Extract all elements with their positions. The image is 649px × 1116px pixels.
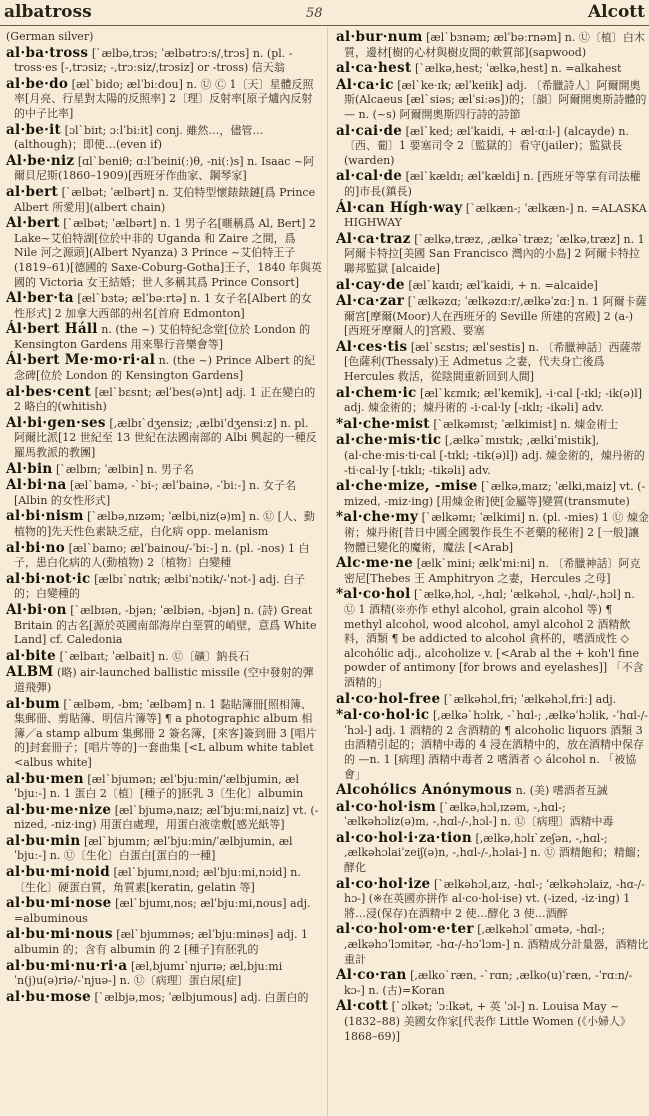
entry-definition: [,ælkə,hɔlɪˋzeʃən, -,hɑl-; ,ælkəhɔlaiˈzeiʃ(ə)n, -,hɑl-/-,hɔlai-] n. Ⓤ 酒精飽和；精餾；酵化	[344, 831, 647, 875]
dictionary-entry	[6, 385, 322, 415]
entry-headword: al·bi·no	[6, 539, 66, 556]
dictionary-entry	[6, 896, 322, 926]
entry-definition: [ælˋbaɪno; ælˈbainou/-ˈbiː-] n. (pl. -nos) 1 白子，患白化病的人(動植物) 2〔植物〕白變種	[14, 541, 310, 570]
entry-headword: Al·bi·on	[6, 601, 67, 618]
entry-definition: [ælˋbjumə,naɪz; ælˈbjuːmi,naiz] vt. (-nized, -niz·ing) 用蛋白處理，用蛋白液塗敷[感光紙等]	[14, 803, 319, 832]
dictionary-entry	[336, 278, 649, 294]
entry-headword: al·bu·mi·nu·ri·a	[6, 957, 128, 974]
dictionary-entry	[6, 603, 322, 648]
dictionary-entry	[6, 322, 322, 352]
entry-definition: [ælˋbjumɪ,nos; ælˈbjuːmi,nous] adj. =albuminous	[14, 897, 311, 925]
entry-definition: (German silver)	[6, 30, 94, 43]
dictionary-entry	[6, 803, 322, 833]
entry-headword: Al·ca·zar	[336, 293, 405, 310]
entry-definition: [ɑlˋbeniθ; ɑːlˈbeini(ː)θ, -ni(ː)s] n. Isaac ~阿爾貝尼斯(1860–1909)[西班牙作曲家、鋼琴家]	[14, 154, 315, 183]
entry-headword: Ál·bert Háll	[6, 321, 98, 338]
entry-definition: [ælˋkɛmɪk; ælˈkemik], -i·cal [-ɪkl; -ik(ə)l] adj. 煉金術的；煉丹術的 -i·cal·ly [-ɪklɪ; -ikəli] adv.	[344, 386, 643, 415]
entry-headword: *al·co·hol·ic	[336, 707, 430, 724]
entry-headword: al·be·do	[6, 75, 69, 92]
dictionary-entry	[6, 990, 322, 1006]
entry-headword: Al·ber·ta	[6, 290, 74, 307]
entry-headword: al·co·hol·ism	[336, 798, 437, 815]
entry-definition: [,ælkəˋhɔlɪk, -ˋhɑl-; ,ælkəˈhɔlik, -ˈhɑl-/-ˈhɔl-] adj. 1 酒精的 2 含酒精的 ¶ alcoholic liquors 酒類 3 由酒精引起的；酒精中毒的 4 浸在酒精中的，放在酒精中保存的 —n. 1 [病理] 酒精中毒者 2 嗜酒者 ◇ álcohol n. 「被協會」	[344, 709, 649, 781]
entry-headword: al·cai·de	[336, 122, 403, 139]
dictionary-entry	[6, 509, 322, 539]
dictionary-entry	[336, 340, 649, 385]
dictionary-entry	[336, 510, 649, 555]
entry-definition: [ælˋkældɪ; ælˈkældi] n. [西班牙等掌有司法權的]市長(鎮長)	[344, 170, 641, 198]
entry-definition: [ɔlˋbiɪt; ɔːlˈbiːit] conj. 雖然…，儘管…(although)；即使…(even if)	[14, 123, 264, 152]
dictionary-entry	[6, 697, 322, 771]
entry-definition: [ˋælkə,træz, ,ælkəˋtræz; ˈælkə,træz] n. 1 阿爾卡特拉[美國 San Francisco 灣內的小島] 2 阿爾卡特拉聯邦監獄 [alcaide]	[344, 232, 645, 275]
dictionary-entry	[6, 927, 322, 957]
entry-headword: Al·ca·ic	[336, 76, 394, 93]
entry-headword: Al·ces·tis	[336, 338, 408, 355]
entry-definition: [ælˋbɜnəm; ælˈbəːrnəm] n. Ⓤ〔植〕白木質，邊材[樹的心材與樹皮間的軟質部](sapwood)	[344, 31, 645, 59]
entry-definition: [ælbɪˋnɑtɪk; ælbiˈnɔtik/-ˈnɔt-] adj. 白子的；白變種的	[14, 572, 306, 601]
dictionary-entry	[6, 649, 322, 665]
entry-headword: al·chem·ic	[336, 384, 417, 401]
entry-headword: al·bum	[6, 695, 60, 712]
entry-definition: [ælˋbjumɪn; ælˈbjuːmin/ˈælbjumin, ælˈbjuː-] n. Ⓤ〔生化〕白蛋白[蛋白的一種]	[14, 834, 293, 863]
left-column	[6, 30, 322, 1116]
dictionary-entry	[336, 169, 649, 199]
entry-headword: Alc·me·ne	[336, 555, 414, 572]
entry-headword: Al·bi·gen·ses	[6, 414, 106, 431]
dictionary-entry	[336, 922, 649, 967]
dictionary-entry	[336, 201, 649, 231]
entry-definition: [ˋælbjə,mos; ˈælbjumous] adj. 白蛋白的	[94, 990, 309, 1004]
entry-headword: Al·bert	[6, 215, 60, 232]
page-header	[0, 0, 649, 28]
entry-headword: *al·co·hol	[336, 586, 411, 603]
entry-definition: [ælˋbamə, -ˋbi-; ælˈbainə, -ˈbiː-] n. 女子名[Albin 的女性形式]	[14, 479, 297, 507]
right-column	[336, 30, 649, 1116]
entry-definition: [ˋælkəhɔl,aɪz, -hɑl-; ˈælkəhɔlaiz, -hɑ-/-hɔ-] (※在英國亦拼作 al·co·hol·ise) vt. (-ized, -iz·ing) 1 將…浸(保存)在酒精中 2 使…酵化 3 使…酒醉	[344, 877, 645, 920]
entry-headword: al·co·hol-free	[336, 690, 441, 707]
entry-definition: [æl,bjumɪˋnjurɪə; æl,bjuːmiˈn(j)u(ə)riə/-ˈnjuə-] n. Ⓤ〔病理〕蛋白尿[症]	[14, 959, 283, 988]
dictionary-entry	[336, 433, 649, 478]
dictionary-entry	[336, 556, 649, 586]
entry-headword: al·cay·de	[336, 276, 405, 293]
entry-headword: al·che·mis·tic	[336, 432, 442, 449]
dictionary-entry	[6, 665, 322, 695]
entry-definition: [ælˋkaɪdɪ; ælˈkaidi, + n. =alcaide]	[408, 278, 598, 292]
entry-headword: Al·ca·traz	[336, 230, 411, 247]
dictionary-entry	[336, 78, 649, 123]
entry-headword: al·co·hol·i·za·tion	[336, 829, 472, 846]
dictionary-entry	[6, 834, 322, 864]
header-rule	[0, 25, 649, 26]
entry-definition: [,ælkəhɔlˋɑmətə, -hɑl-; ,ælkəhɔˈlɔmitər, -hɑ-/-hɔˈlɔm-] n. 酒精成分計量器，酒精比重計	[344, 923, 649, 966]
entry-headword: al·cal·de	[336, 168, 403, 185]
dictionary-entry	[336, 294, 649, 339]
guide-word-right: Alcott	[587, 2, 645, 22]
entry-definition: [ˋælkæn-; ˈælkæn-] n. =ALASKA HIGHWAY	[344, 201, 647, 230]
entry-definition: [ˋælbət; ˈælbərt] n. 1 男子名[暱稱爲 Al, Bert] 2 Lake~艾伯特湖[位於中非的 Uganda 和 Zaire 之間，爲 Nile 河之源頭](Albert Nyanza) 3 Prince ~艾伯特王子(1819–61)[德國的 Saxe-Coburg-Gotha]王子，1840 年與英國的 Victoria 女王結婚；世人多稱其爲 Prince Consort]	[14, 217, 322, 289]
entry-headword: al·bu·me·nize	[6, 801, 112, 818]
entry-definition: [,ælkəˋmɪstɪk; ,ælkiˈmistik], (al·che·mis·ti·cal [-tɪkl; -tik(ə)l]) adj. 煉金術的，煉丹術的 -ti·cal·ly [-tɪklɪ; -tikəli] adv.	[344, 434, 645, 477]
dictionary-entry	[6, 154, 322, 184]
dictionary-entry	[6, 291, 322, 321]
dictionary-entry	[6, 462, 322, 478]
entry-headword: al·bu·mose	[6, 988, 92, 1005]
dictionary-entry	[6, 772, 322, 802]
entry-headword: al·bu·min	[6, 832, 81, 849]
entry-headword: al·bu·men	[6, 770, 84, 787]
entry-definition: [ælˋked; ælˈkaidi, + æl·ɑːl-] (alcayde) n. 〔西、葡〕1 要塞司令 2〔監獄的〕看守(jailer)；監獄長(warden)	[344, 124, 629, 167]
entry-definition: [ælˋbɜtə; ælˈbəːrtə] n. 1 女子名[Albert 的女性形式] 2 加拿大西部的州名[首府 Edmonton]	[14, 292, 312, 320]
entry-definition: [ˋælkəmɪ; ˈælkimi] n. (pl. -mies) 1 Ⓤ 煉金術；煉丹術[昔日中國全國製作長生不老藥的秘術] 2 [一般]讓物體已變化的魔術，魔法 [<Arab]	[344, 511, 649, 554]
entry-definition: [ˋælkə,hest; ˈælkə,hest] n. =alkahest	[414, 62, 622, 76]
entry-definition: [,ælbɪˋdʒensiz; ,ælbiˈdʒensiːz] n. pl. 阿爾比派[12 世紀至 13 世紀在法國南部的 Albi 興起的一種反羅馬教派的教團]	[14, 416, 317, 460]
entry-definition: n. (the ~) 艾伯特紀念堂[位於 London 的 Kensington Gardens 用來舉行音樂會等]	[14, 323, 311, 351]
entry-definition: [ˋælbɪən, -bjən; ˈælbiən, -bjən] n. (詩) Great Britain 的古名[源於英國南部海岸白堊質的峭壁，意爲 White Land] cf. Caledonia	[14, 603, 317, 647]
entry-definition: [ˋælbə,trɔs; ˈælbətrɔːs/ˌtrɔs] n. (pl. -tross·es [-,trɔsiz; -,trɔːsiz/ˌtrɔsiz] or -tross) 信天翁	[14, 46, 293, 75]
guide-word-left: albatross	[4, 2, 92, 22]
entry-definition: [ˋælkə,hɔl,ɪzəm, -,hɑl-; ˈælkəhɔliz(ə)m, -,hɑl-/-,hɔl-] n. Ⓤ〔病理〕酒精中毒	[344, 800, 614, 829]
entry-headword: Al·bi·na	[6, 477, 67, 494]
dictionary-entry	[6, 959, 322, 989]
entry-definition: [ælˋbjumɪnəs; ælˈbjuːminəs] adj. 1 albumin 的；含有 albumin 的 2 [種子]有胚乳的	[14, 928, 308, 957]
entry-definition: n. (美) 嗜酒者互誡	[515, 784, 608, 798]
dictionary-entry	[6, 416, 322, 461]
entry-definition: [ˋælbəm, -bm; ˈælbəm] n. 1 黏貼簿冊[照相簿、集郵冊、剪貼簿、明信片簿等] ¶ a photographic album 相簿／a stamp album 集郵冊 2 簽名簿，[來客]簽到冊 3 [唱片的]封套冊子；[唱片等的]一套曲集 [<L album white tablet <albus white]	[14, 697, 317, 769]
entry-headword: al·bu·mi·nous	[6, 926, 113, 943]
entry-definition: [ælkˋmini; ælkˈmiːni] n. 〔希臘神話〕阿克密尼[Thebes 王 Amphitryon 之妻，Hercules 之母]	[344, 557, 641, 585]
entry-headword: al·bu·mi·noid	[6, 864, 110, 881]
dictionary-entry	[6, 46, 322, 76]
dictionary-entry	[336, 386, 649, 416]
entry-definition: [ælˋbjumən; ælˈbjuːmin/ˈælbjumin, ælˈbjuː-] n. 1 蛋白 2〔植〕[種子的]胚乳 3〔生化〕albumin	[14, 772, 304, 801]
dictionary-entry	[336, 479, 649, 509]
entry-definition: [ælˋke·ɪk; ælˈkeiik] adj. 〔希臘詩人〕阿爾開奧斯(Alcaeus [ælˋsiəs; ælˈsiːəs])的；〔韻〕阿爾開奧斯詩體的 — n. (~s) 阿爾開奧斯四行詩的詩節	[344, 78, 647, 121]
entry-headword: al·bite	[6, 647, 57, 664]
entry-definition: [ˋælkə,hɔl, -,hɑl; ˈælkəhɔl, -,hɑl/-,hɔl] n. Ⓤ 1 酒精(※亦作 ethyl alcohol, grain alcohol 等) ¶ methyl alcohol, wood alcohol, amyl alcohol 2 酒精飲料，酒類 ¶ be addicted to alcohol 貪杯的，嗜酒成性 ◇ alcohólic adj., alcoholize v. [<Arab al the + koh'l fine powder of antimony [for brows and eyelashes]] 「不含酒精的」	[344, 588, 644, 689]
entry-headword: Al·be·niz	[6, 152, 75, 169]
entry-definition: [ˋælkə,maɪz; ˈælki,maiz] vt. (-mized, -miz·ing) [用煉金術]使[金屬等]變質(transmute)	[344, 480, 646, 508]
entry-headword: Al·bin	[6, 460, 53, 477]
dictionary-entry	[336, 708, 649, 782]
entry-headword: al·bi·nism	[6, 508, 84, 525]
entry-definition: [ˋælbaɪt; ˈælbait] n. Ⓤ〔礦〕鈉長石	[59, 649, 250, 663]
dictionary-entry	[336, 692, 649, 708]
entry-headword: al·be·it	[6, 121, 62, 138]
dictionary-entry	[6, 865, 322, 895]
entry-definition: n. (the ~) Prince Albert 的紀念碑[位於 London 的 Kensington Gardens]	[14, 354, 316, 383]
entry-headword: al·bu·mi·nose	[6, 895, 112, 912]
column-divider	[327, 28, 328, 1116]
dictionary-entry	[336, 61, 649, 77]
dictionary-entry	[336, 232, 649, 277]
entry-headword: al·che·mize, -mise	[336, 478, 478, 495]
entry-headword: al·bi·not·ic	[6, 570, 91, 587]
dictionary-entry	[6, 30, 322, 45]
entry-headword: Al·co·ran	[336, 967, 407, 984]
entry-headword: *al·che·my	[336, 509, 419, 526]
page-number: 58	[306, 6, 323, 21]
entry-definition: [ˋælbə,nɪzəm; ˈælbi,niz(ə)m] n. Ⓤ [人、動植物的]先天性色素缺乏症，白化病 opp. melanism	[14, 510, 315, 538]
dictionary-entry	[6, 572, 322, 602]
entry-headword: al·ba·tross	[6, 44, 89, 61]
entry-headword: al·bes·cent	[6, 383, 92, 400]
dictionary-entry	[336, 587, 649, 690]
entry-definition: [ælˋsɛstɪs; ælˈsestis] n. 〔希臘神話〕西薩蒂[色薩利(Thessaly)王 Admetus 之妻，代夫身亡後爲 Hercules 救活，從陰間重新回到人間]	[344, 340, 642, 384]
dictionary-entry	[6, 77, 322, 122]
dictionary-entry	[336, 800, 649, 830]
dictionary-entry	[336, 30, 649, 60]
entry-definition: [,ælkoˋræn, -ˋrɑn; ,ælko(u)ˈræn, -ˈrɑːn/-kɔ-] n. (古)=Koran	[344, 969, 633, 997]
dictionary-entry	[6, 478, 322, 508]
dictionary-entry	[336, 968, 649, 998]
dictionary-entry	[336, 831, 649, 876]
dictionary-entry	[336, 877, 649, 922]
entry-headword: ALBM	[6, 664, 54, 681]
dictionary-entry	[6, 216, 322, 290]
entry-headword: al·co·hol·om·e·ter	[336, 921, 474, 938]
entry-headword: Ál·bert Me·mo·ri·al	[6, 352, 156, 369]
dictionary-entry	[336, 999, 649, 1044]
entry-headword: Al·cott	[336, 998, 389, 1015]
entry-definition: [ˋælkəmɪst; ˈælkimist] n. 煉金術士	[433, 417, 619, 431]
dictionary-entry	[336, 417, 649, 433]
entry-headword: Ál·can Hígh·way	[336, 199, 463, 216]
entry-definition: [ælˋbɛsnt; ælˈbes(ə)nt] adj. 1 正在變白的 2 略白的(whitish)	[14, 385, 316, 414]
entry-definition: [ælˋbjumɪ,nɔɪd; ælˈbjuːmi,nɔid] n. 〔生化〕硬蛋白質，角質素[keratin, gelatin 等]	[14, 866, 301, 894]
dictionary-entry	[6, 353, 322, 383]
entry-definition: [ˋælbət; ˈælbərt] n. 艾伯特型懷錶錶鏈[爲 Prince Albert 所愛用](albert chain)	[14, 185, 316, 214]
dictionary-entry	[6, 185, 322, 215]
entry-definition: [ˋælkəhɔl,fri; ˈælkəhɔl,friː] adj.	[443, 692, 617, 706]
entry-definition: [ˋælbɪn; ˈælbin] n. 男子名	[56, 462, 194, 476]
entry-headword: al·bur·num	[336, 30, 423, 45]
entry-definition: [ˋælkəzɑ; ˈælkəzɑːr/,ælkəˈzɑː] n. 1 阿爾卡薩爾宮[摩爾(Moor)人在西班牙的 Seville 所建的宮殿] 2 (a-) [西班牙摩爾人的]宮殿、要塞	[344, 295, 647, 338]
dictionary-entry	[336, 124, 649, 169]
dictionary-entry	[336, 783, 649, 799]
entry-definition: [ˋɔlkət; ˈɔːlkət, + 英 ˈɔl-] n. Louisa May ~ (1832–88) 美國女作家[代表作 Little Women (《小婦人》1868–69)]	[344, 1000, 632, 1043]
entry-headword: al·bert	[6, 183, 59, 200]
entry-headword: al·ca·hest	[336, 60, 412, 77]
entry-headword: *al·che·mist	[336, 415, 430, 432]
entry-headword: Alcohólics Anónymous	[336, 782, 513, 799]
entry-definition: [ælˋbido; ælˈbiːdou] n. Ⓤ Ⓒ 1〔天〕星體反照率[月亮、行星對太陽的反照率] 2〔理〕反射率[原子爐內反射的中子比率]	[14, 77, 314, 120]
entry-definition: (略) air-launched ballistic missile (空中發射的彈道飛彈)	[14, 666, 314, 694]
dictionary-entry	[6, 123, 322, 153]
dictionary-entry	[6, 541, 322, 571]
entry-headword: al·co·hol·ize	[336, 875, 431, 892]
